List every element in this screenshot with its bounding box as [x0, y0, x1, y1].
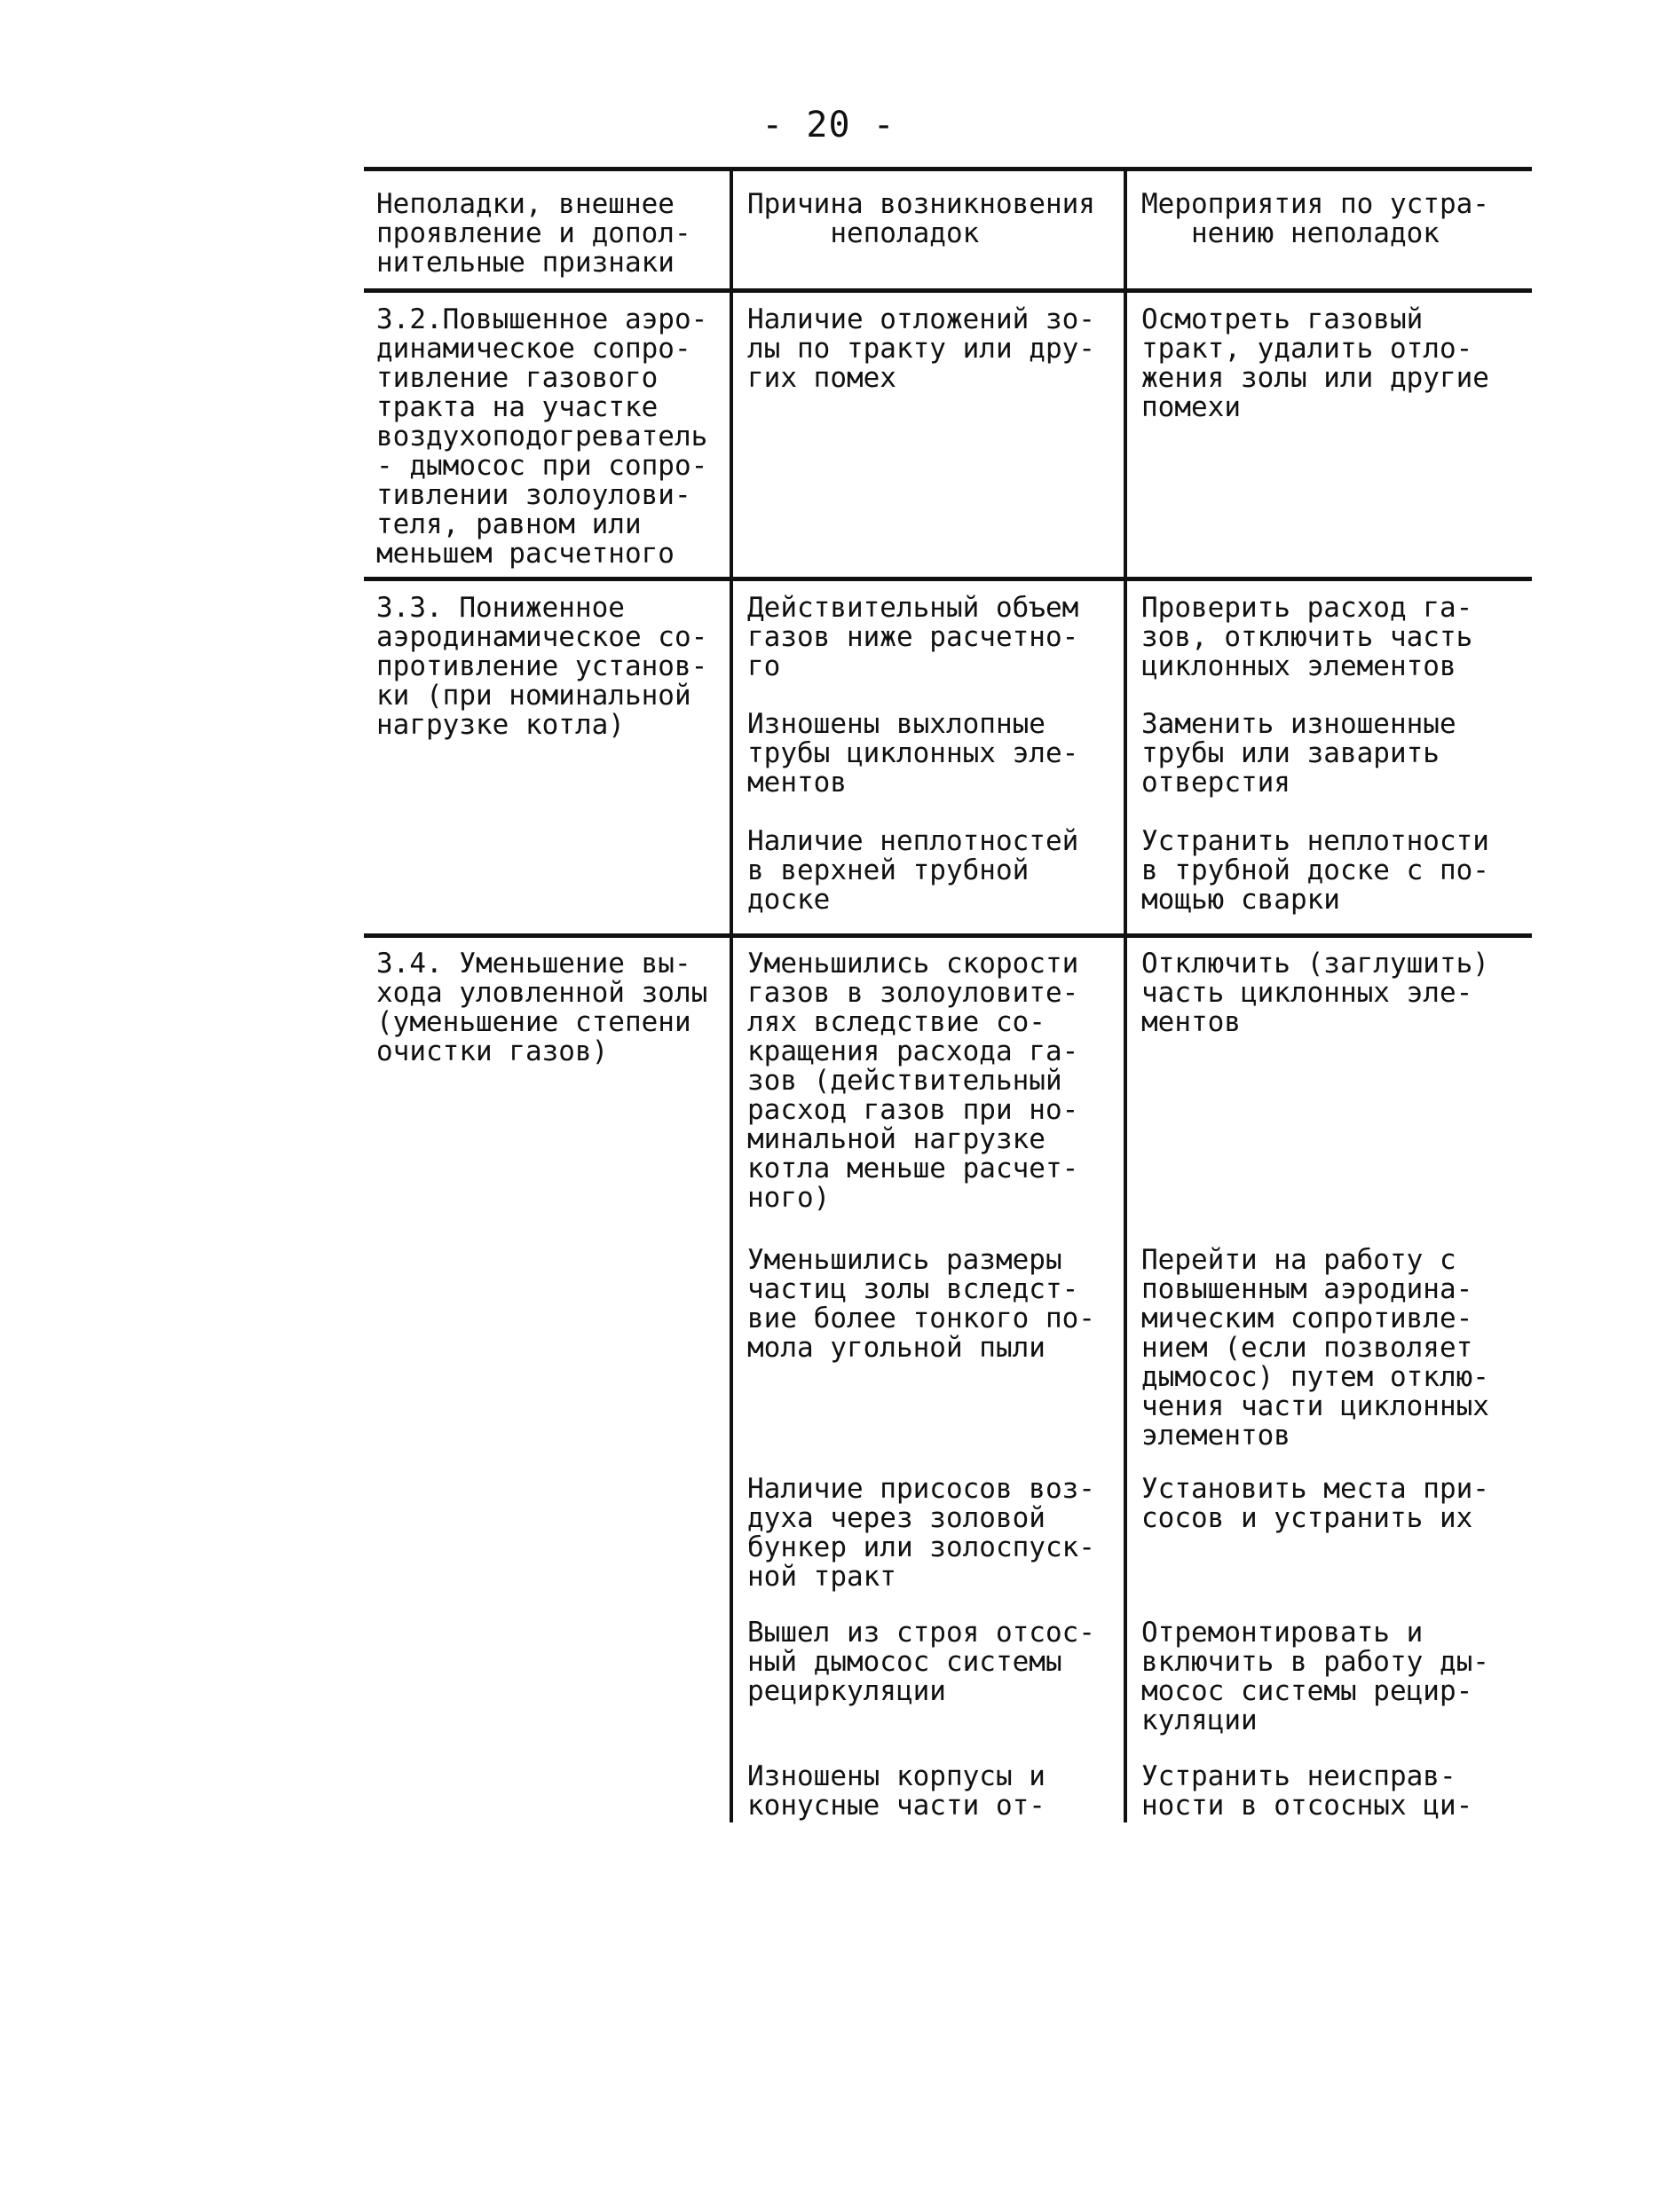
- table-top-rule: [364, 167, 1532, 171]
- cause-3-4-2: Уменьшились размеры частиц золы вследст- вие более тонкого по- мола угольной пыли: [747, 1244, 1095, 1364]
- column-separator-2: [1124, 167, 1127, 1822]
- problem-3-3: 3.3. Пониженное аэродинамическое со- противление установ- ки (при номинальной нагрузке котла): [376, 592, 708, 741]
- cause-3-4-4: Вышел из строя отсос- ный дымосос системы рециркуляции: [747, 1617, 1095, 1707]
- action-3-3-1: Проверить расход га- зов, отключить часть циклонных элементов: [1141, 592, 1473, 682]
- problem-3-4: 3.4. Уменьшение вы- хода уловленной золы (уменьшение степени очистки газов): [376, 948, 708, 1067]
- header-cause: Причина возникновения неполадок: [747, 188, 1095, 249]
- action-3-4-5: Устранить неисправ- ности в отсосных ци-: [1141, 1760, 1473, 1822]
- action-3-4-1: Отключить (заглушить) часть циклонных эле- ментов: [1141, 948, 1489, 1038]
- header-problem: Неполадки, внешнее проявление и допол- нительные признаки: [376, 188, 691, 279]
- cause-3-2-1: Наличие отложений зо- лы по тракту или дру- гих помех: [747, 303, 1095, 394]
- action-3-4-4: Отремонтировать и включить в работу ды- мосос системы рецир- куляции: [1141, 1617, 1489, 1736]
- column-separator-1: [730, 167, 733, 1822]
- cause-3-4-5: Изношены корпусы и конусные части от-: [747, 1760, 1045, 1822]
- row-3-3-bottom-rule: [364, 933, 1532, 938]
- action-3-4-2: Перейти на работу с повышенным аэродина- мическим сопротивле- нием (если позволяет дымосос) путем отклю- чения части циклонных элементов: [1141, 1244, 1489, 1452]
- cause-3-3-3: Наличие неплотностей в верхней трубной доске: [747, 825, 1079, 916]
- action-3-3-2: Заменить изношенные трубы или заварить отверстия: [1141, 708, 1456, 799]
- cause-3-3-1: Действительный объем газов ниже расчетно- го: [747, 592, 1079, 682]
- header-action: Мероприятия по устра- нению неполадок: [1141, 188, 1489, 249]
- action-3-2-1: Осмотреть газовый тракт, удалить отло- жения золы или другие помехи: [1141, 303, 1489, 423]
- cause-3-3-2: Изношены выхлопные трубы циклонных эле- ментов: [747, 708, 1079, 799]
- header-bottom-rule: [364, 288, 1532, 293]
- action-3-4-3: Установить места при- сосов и устранить их: [1141, 1473, 1489, 1534]
- action-3-3-3: Устранить неплотности в трубной доске с по- мощью сварки: [1141, 825, 1489, 916]
- cause-3-4-1: Уменьшились скорости газов в золоуловите- лях вследствие со- кращения расхода га- зов (действительный расход газов при но- минальной нагрузке котла меньше расчет- ного): [747, 948, 1079, 1214]
- page-number: - 20 -: [761, 105, 896, 146]
- row-3-2-bottom-rule: [364, 577, 1532, 581]
- problem-3-2: 3.2.Повышенное аэро- динамическое сопро- тивление газового тракта на участке воздухоподогреватель - дымосос при сопро- тивлении золоулови- теля, равном или меньшем расчетного: [376, 303, 708, 570]
- cause-3-4-3: Наличие присосов воз- духа через золовой бункер или золоспуск- ной тракт: [747, 1473, 1095, 1593]
